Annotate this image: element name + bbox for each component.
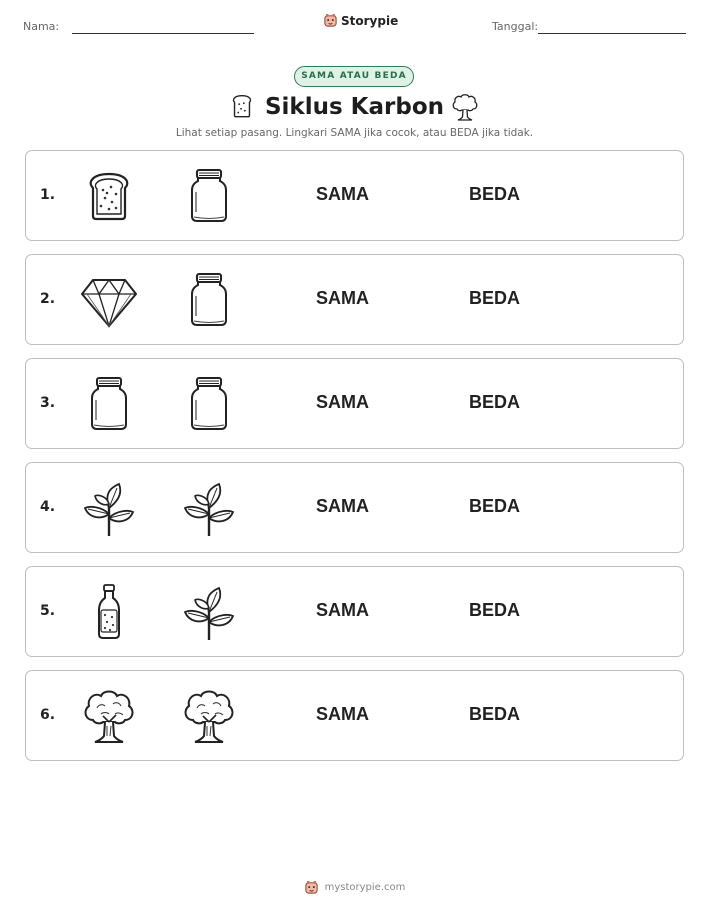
footer	[0, 880, 709, 895]
instructions-text: Lihat setiap pasang. Lingkari SAMA jika cocok, atau BEDA jika tidak.	[175, 127, 534, 139]
name-field[interactable]	[72, 33, 254, 34]
pair-row-2	[25, 254, 684, 345]
tree-icon	[79, 686, 139, 746]
pair-row-6	[25, 670, 684, 761]
tree-icon	[450, 92, 480, 122]
diamond-icon	[79, 270, 139, 330]
option-different[interactable]: BEDA	[469, 704, 521, 724]
row-number: 2.	[40, 291, 56, 307]
option-same[interactable]: SAMA	[316, 392, 369, 412]
storypie-logo	[323, 13, 398, 28]
storypie-logo-icon	[304, 880, 319, 895]
pair-row-3	[25, 358, 684, 449]
page-title: Siklus Karbon	[264, 94, 445, 120]
bread-icon	[79, 166, 139, 226]
jar-icon	[179, 270, 239, 330]
row-number: 3.	[40, 395, 56, 411]
option-same[interactable]: SAMA	[316, 496, 369, 516]
footer-url: mystorypie.com	[324, 882, 406, 893]
jar-icon	[179, 374, 239, 434]
row-number: 4.	[40, 499, 56, 515]
option-different[interactable]: BEDA	[469, 392, 521, 412]
option-same[interactable]: SAMA	[316, 184, 369, 204]
plant-sprout-icon	[179, 478, 239, 538]
name-label: Nama:	[23, 20, 60, 33]
option-different[interactable]: BEDA	[469, 288, 521, 308]
row-number: 5.	[40, 603, 56, 619]
option-different[interactable]: BEDA	[469, 184, 521, 204]
option-different[interactable]: BEDA	[469, 496, 521, 516]
option-same[interactable]: SAMA	[316, 704, 369, 724]
pair-row-4	[25, 462, 684, 553]
worksheet-type-badge: SAMA ATAU BEDA	[294, 66, 414, 87]
jar-icon	[79, 374, 139, 434]
bread-icon	[228, 92, 256, 120]
tree-icon	[179, 686, 239, 746]
jar-icon	[179, 166, 239, 226]
option-same[interactable]: SAMA	[316, 600, 369, 620]
option-same[interactable]: SAMA	[316, 288, 369, 308]
pair-row-5	[25, 566, 684, 657]
logo-text: Storypie	[341, 13, 399, 28]
pair-row-1	[25, 150, 684, 241]
date-field[interactable]	[538, 33, 686, 34]
row-number: 1.	[40, 187, 56, 203]
option-different[interactable]: BEDA	[469, 600, 521, 620]
date-label: Tanggal:	[492, 20, 539, 33]
row-number: 6.	[40, 707, 56, 723]
plant-sprout-icon	[179, 582, 239, 642]
storypie-logo-icon	[323, 13, 338, 28]
bottle-icon	[79, 582, 139, 642]
plant-sprout-icon	[79, 478, 139, 538]
